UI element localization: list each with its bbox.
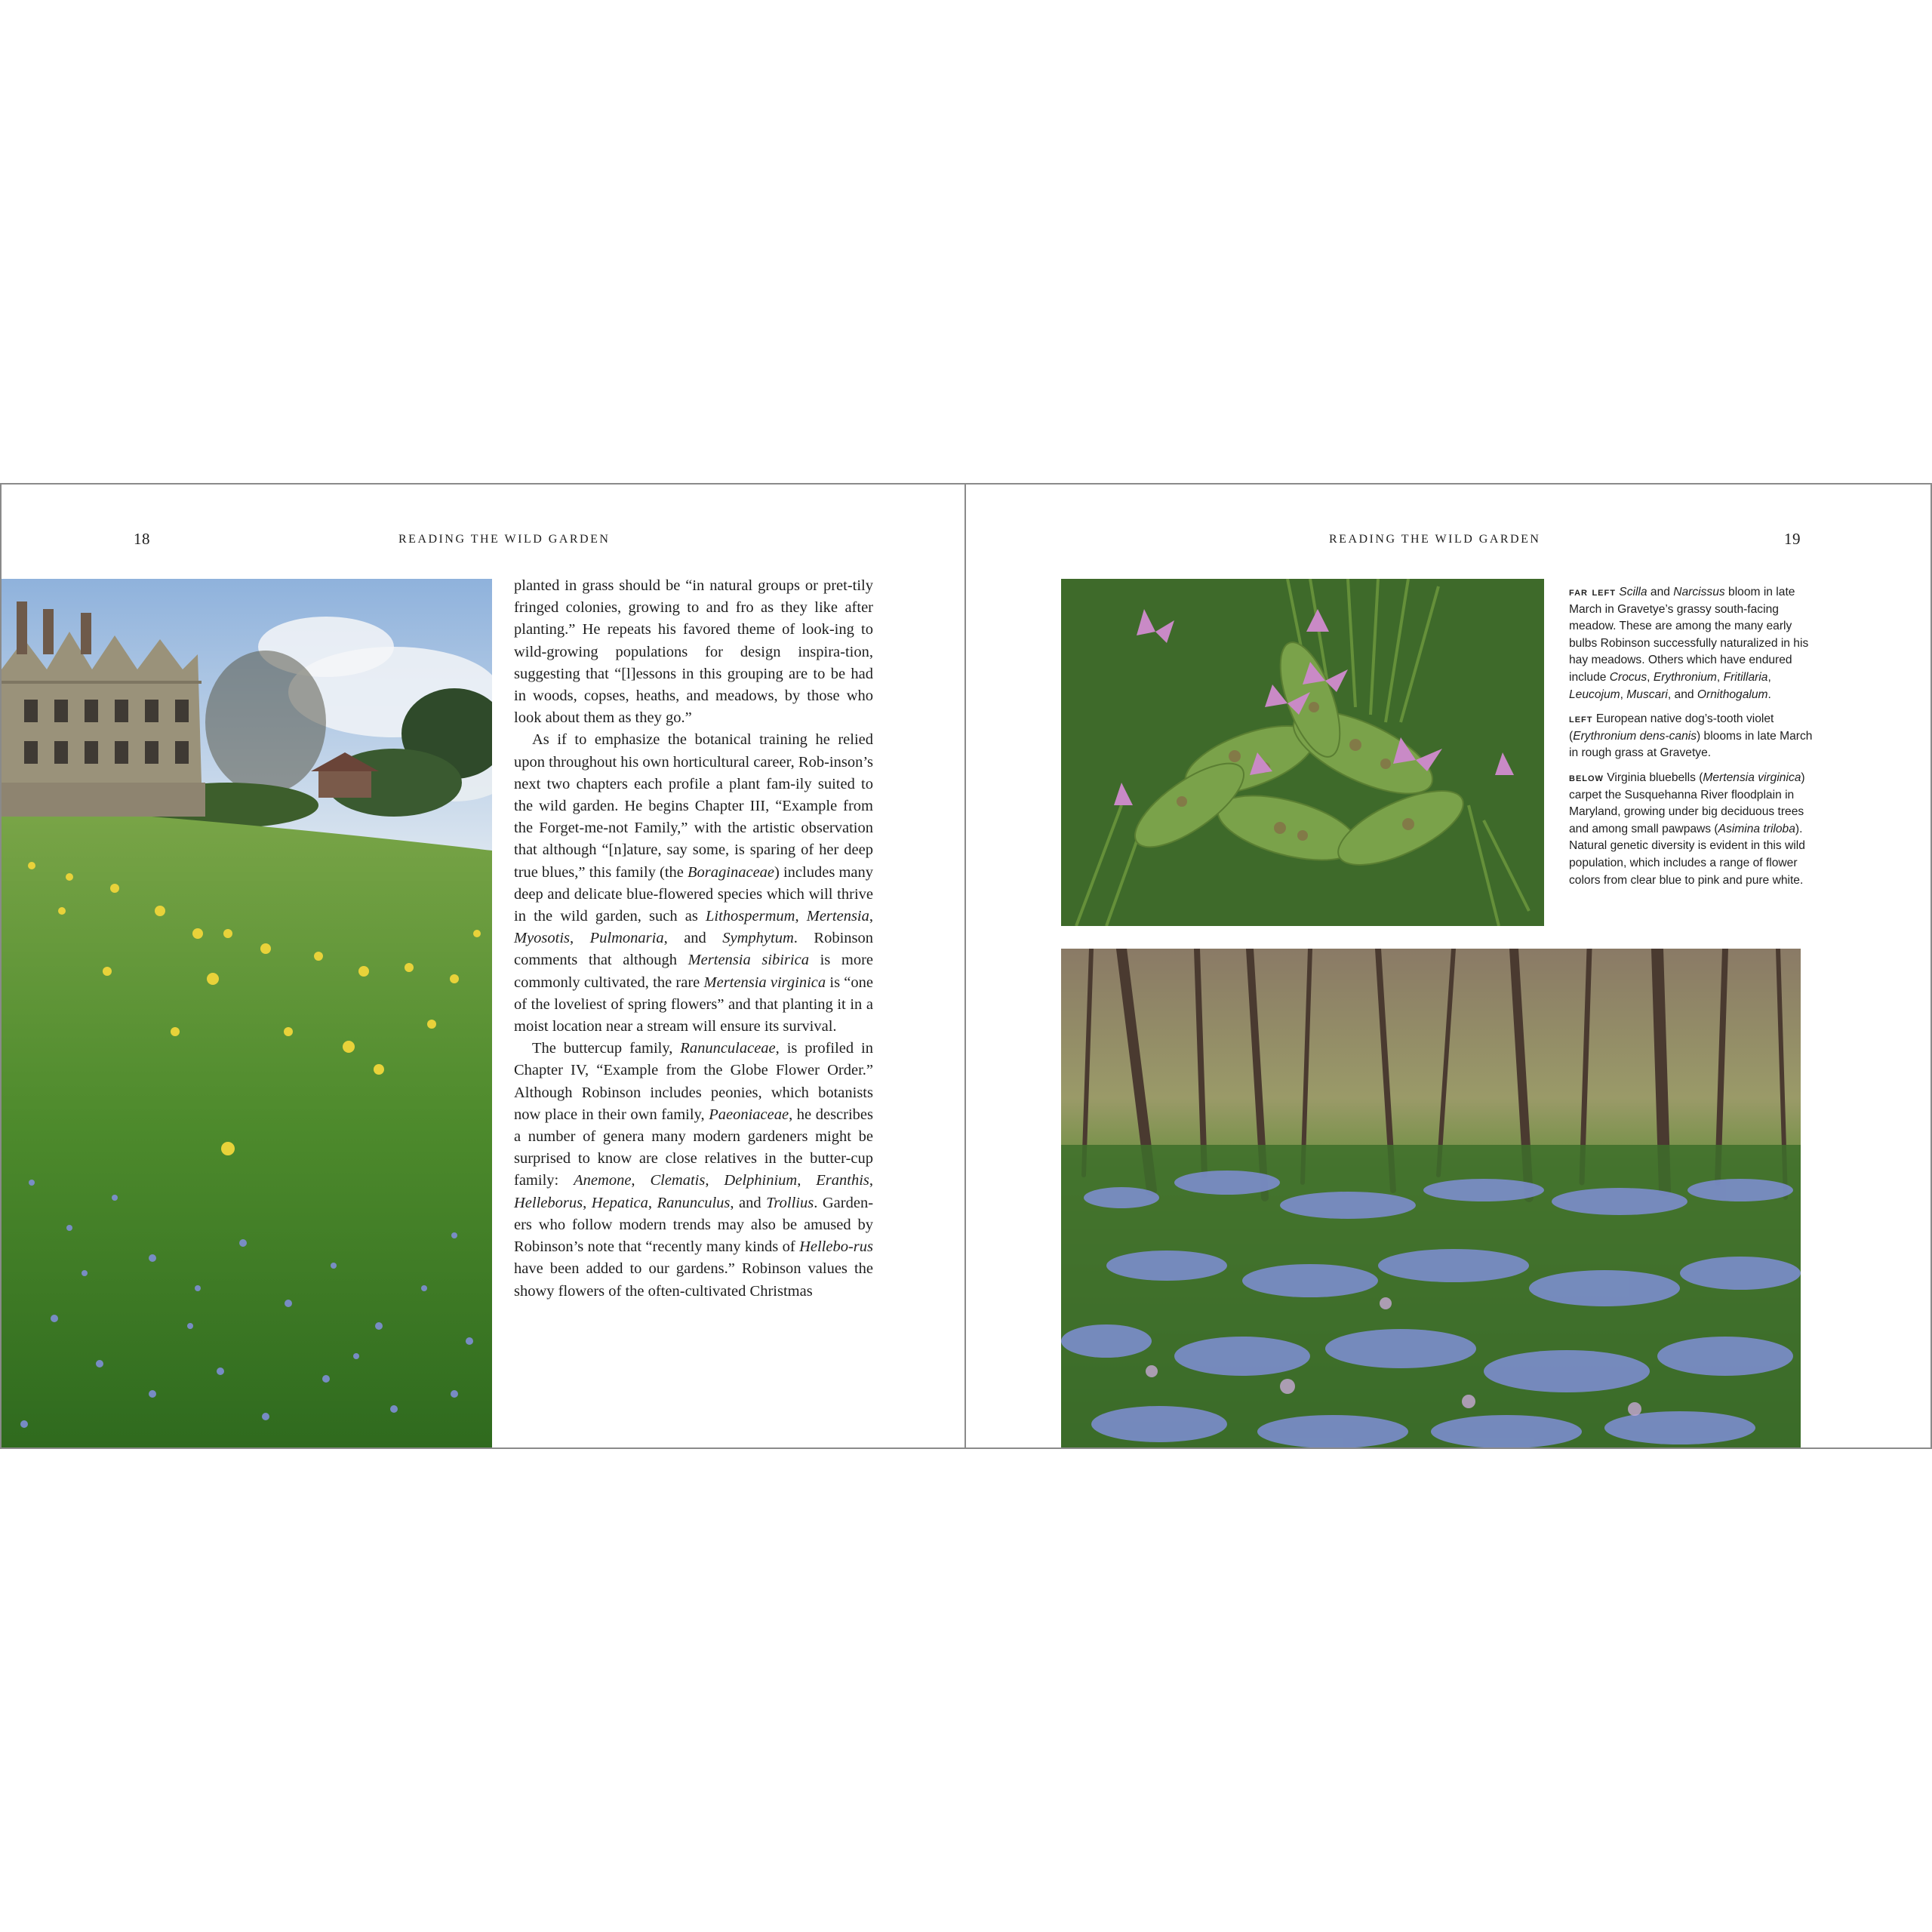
italic-term: Anemone [574,1172,632,1189]
italic-term: Hellebo-rus [799,1238,873,1256]
text-run: , [1716,670,1724,684]
right-page [967,485,1932,1447]
text-run: , [1647,670,1654,684]
caption-far-left [1569,584,1814,703]
text-run: ) blooms in late March in rough grass at Gravetye. [1569,729,1813,760]
text-run: planted in grass should be “in natural groups or pret-tily fringed colonies, growing to and fro as they like after planting.” He repeats his favored theme of look-ing to wild-growing populations for design inspira-tion, suggesting that “[l]essons in this grouping are to be had in woods, copses, heaths, and meadows, by those who look about them as they go.” [514,577,873,727]
italic-term: Ornithogalum [1697,688,1768,701]
book-spread [0,483,1932,1449]
text-run: , [1620,688,1627,701]
text-run: ). Natural genetic diversity is evident in this wild population, which includes a range of flower colors from clear blue to pink and pure white. [1569,822,1805,887]
text-run: , [705,1172,724,1189]
text-run: , [648,1194,657,1211]
caption-below [1569,770,1814,889]
italic-term: Erythronium dens-canis [1573,729,1697,743]
meadow-photo [2,579,492,1447]
caption-position-tag: below [1569,771,1604,784]
text-run: The buttercup family, [532,1040,681,1057]
text-run: , and [1667,688,1697,701]
text-run: , [869,908,873,925]
caption-position-tag: left [1569,712,1593,726]
text-run: , [797,1172,817,1189]
text-run: is “one of the loveliest of spring flowers” and that planting it in a moist location near a stream will ensure its survival. [514,974,873,1035]
caption-left [1569,711,1814,762]
italic-term: Ranunculus [657,1194,731,1211]
bluebell-photo-image [1061,949,1801,1447]
italic-term: Lithospermum [705,908,795,925]
text-run: have been added to our gardens.” Robinson values the showy flowers of the often-cultivated Christmas [514,1260,873,1300]
body-paragraph-1 [514,575,873,729]
running-head-left: READING THE WILD GARDEN [398,533,611,546]
italic-term: Leucojum [1569,688,1620,701]
italic-term: Hepatica [591,1194,648,1211]
italic-term: Symphytum [722,930,794,947]
italic-term: Eranthis [816,1172,869,1189]
text-run: and [1647,586,1674,598]
text-run: , [583,1194,592,1211]
text-run: , [631,1172,651,1189]
text-run: bloom in late March in Gravetye’s grassy south-facing meadow. These are among the many early bulbs Robinson successfully naturalized in his hay meadows. Others which have endured include [1569,586,1809,684]
text-run: , [795,908,807,925]
text-run: , he describes a number of genera many modern gardeners might be surprised to know are close relatives in the butter-cup family: [514,1106,874,1189]
text-run: . Garden-ers who follow modern trends may also be amused by Robinson’s note that “recently many kinds of [514,1194,874,1256]
italic-term: Mertensia sibirica [688,952,809,969]
italic-term: Boraginaceae [688,863,775,881]
italic-term: Ranunculaceae [680,1040,776,1057]
italic-term: Muscari [1626,688,1668,701]
italic-term: Clematis [650,1172,706,1189]
italic-term: Crocus [1609,670,1647,684]
meadow-photo-image [2,579,492,1447]
italic-term: Trollius [766,1194,814,1211]
caption-position-tag: far left [1569,586,1616,598]
left-page [0,485,965,1447]
italic-term: Narcissus [1673,586,1725,598]
bluebell-photo [1061,949,1801,1447]
italic-term: Mertensia [806,908,869,925]
text-run: , is profiled in Chapter IV, “Example from the Globe Flower Order.” Although Robinson includes peonies, which botanists now place in their own family, [514,1040,874,1123]
text-run: , [869,1172,874,1189]
text-run: , [1767,670,1771,684]
erythronium-photo [1061,579,1544,926]
text-run: is more commonly cultivated, the rare [514,952,874,991]
italic-term: Fritillaria [1723,670,1768,684]
text-run: , and [730,1194,767,1211]
text-run: As if to emphasize the botanical training he relied upon throughout his own horticultural career, Rob-inson’s next two chapters each profile a plant fam-ily suited to the wild garden. He begins Chapter III, “Example from the Forget-me-not Family,” with the artistic observation that although “[n]ature, say some, is sparing of her deep true blues,” this family (the [514,731,873,881]
text-run: ) includes many deep and delicate blue-flowered species which will thrive in the wild garden, such as [514,863,873,925]
text-run: . [1767,688,1771,701]
italic-term: Mertensia virginica [1703,771,1801,784]
italic-term: Scilla [1619,586,1647,598]
italic-term: Erythronium [1653,670,1717,684]
text-run: , [570,930,590,947]
text-run: . Robinson comments that although [514,930,873,969]
italic-term: Asimina triloba [1718,822,1795,835]
erythronium-photo-image [1061,579,1544,926]
text-run: European native dog’s-tooth violet ( [1569,712,1774,743]
italic-term: Pulmonaria [589,930,664,947]
photo-captions [1569,584,1814,897]
page-gutter [964,485,966,1449]
text-run: , and [663,930,723,947]
italic-term: Delphinium [724,1172,798,1189]
body-text [514,575,873,1303]
italic-term: Paeoniaceae [709,1106,789,1123]
body-paragraph-3 [514,1038,873,1302]
text-run: ) carpet the Susquehanna River floodplain in Maryland, growing under big deciduous trees and among small pawpaws ( [1569,771,1805,835]
page-number-right: 19 [1784,530,1801,548]
running-head-right: READING THE WILD GARDEN [1329,533,1541,546]
italic-term: Helleborus [514,1194,583,1211]
page-number-left: 18 [134,530,150,548]
text-run: Virginia bluebells ( [1603,771,1703,784]
body-paragraph-2 [514,729,873,1038]
italic-term: Myosotis [514,930,571,947]
italic-term: Mertensia virginica [703,974,826,991]
